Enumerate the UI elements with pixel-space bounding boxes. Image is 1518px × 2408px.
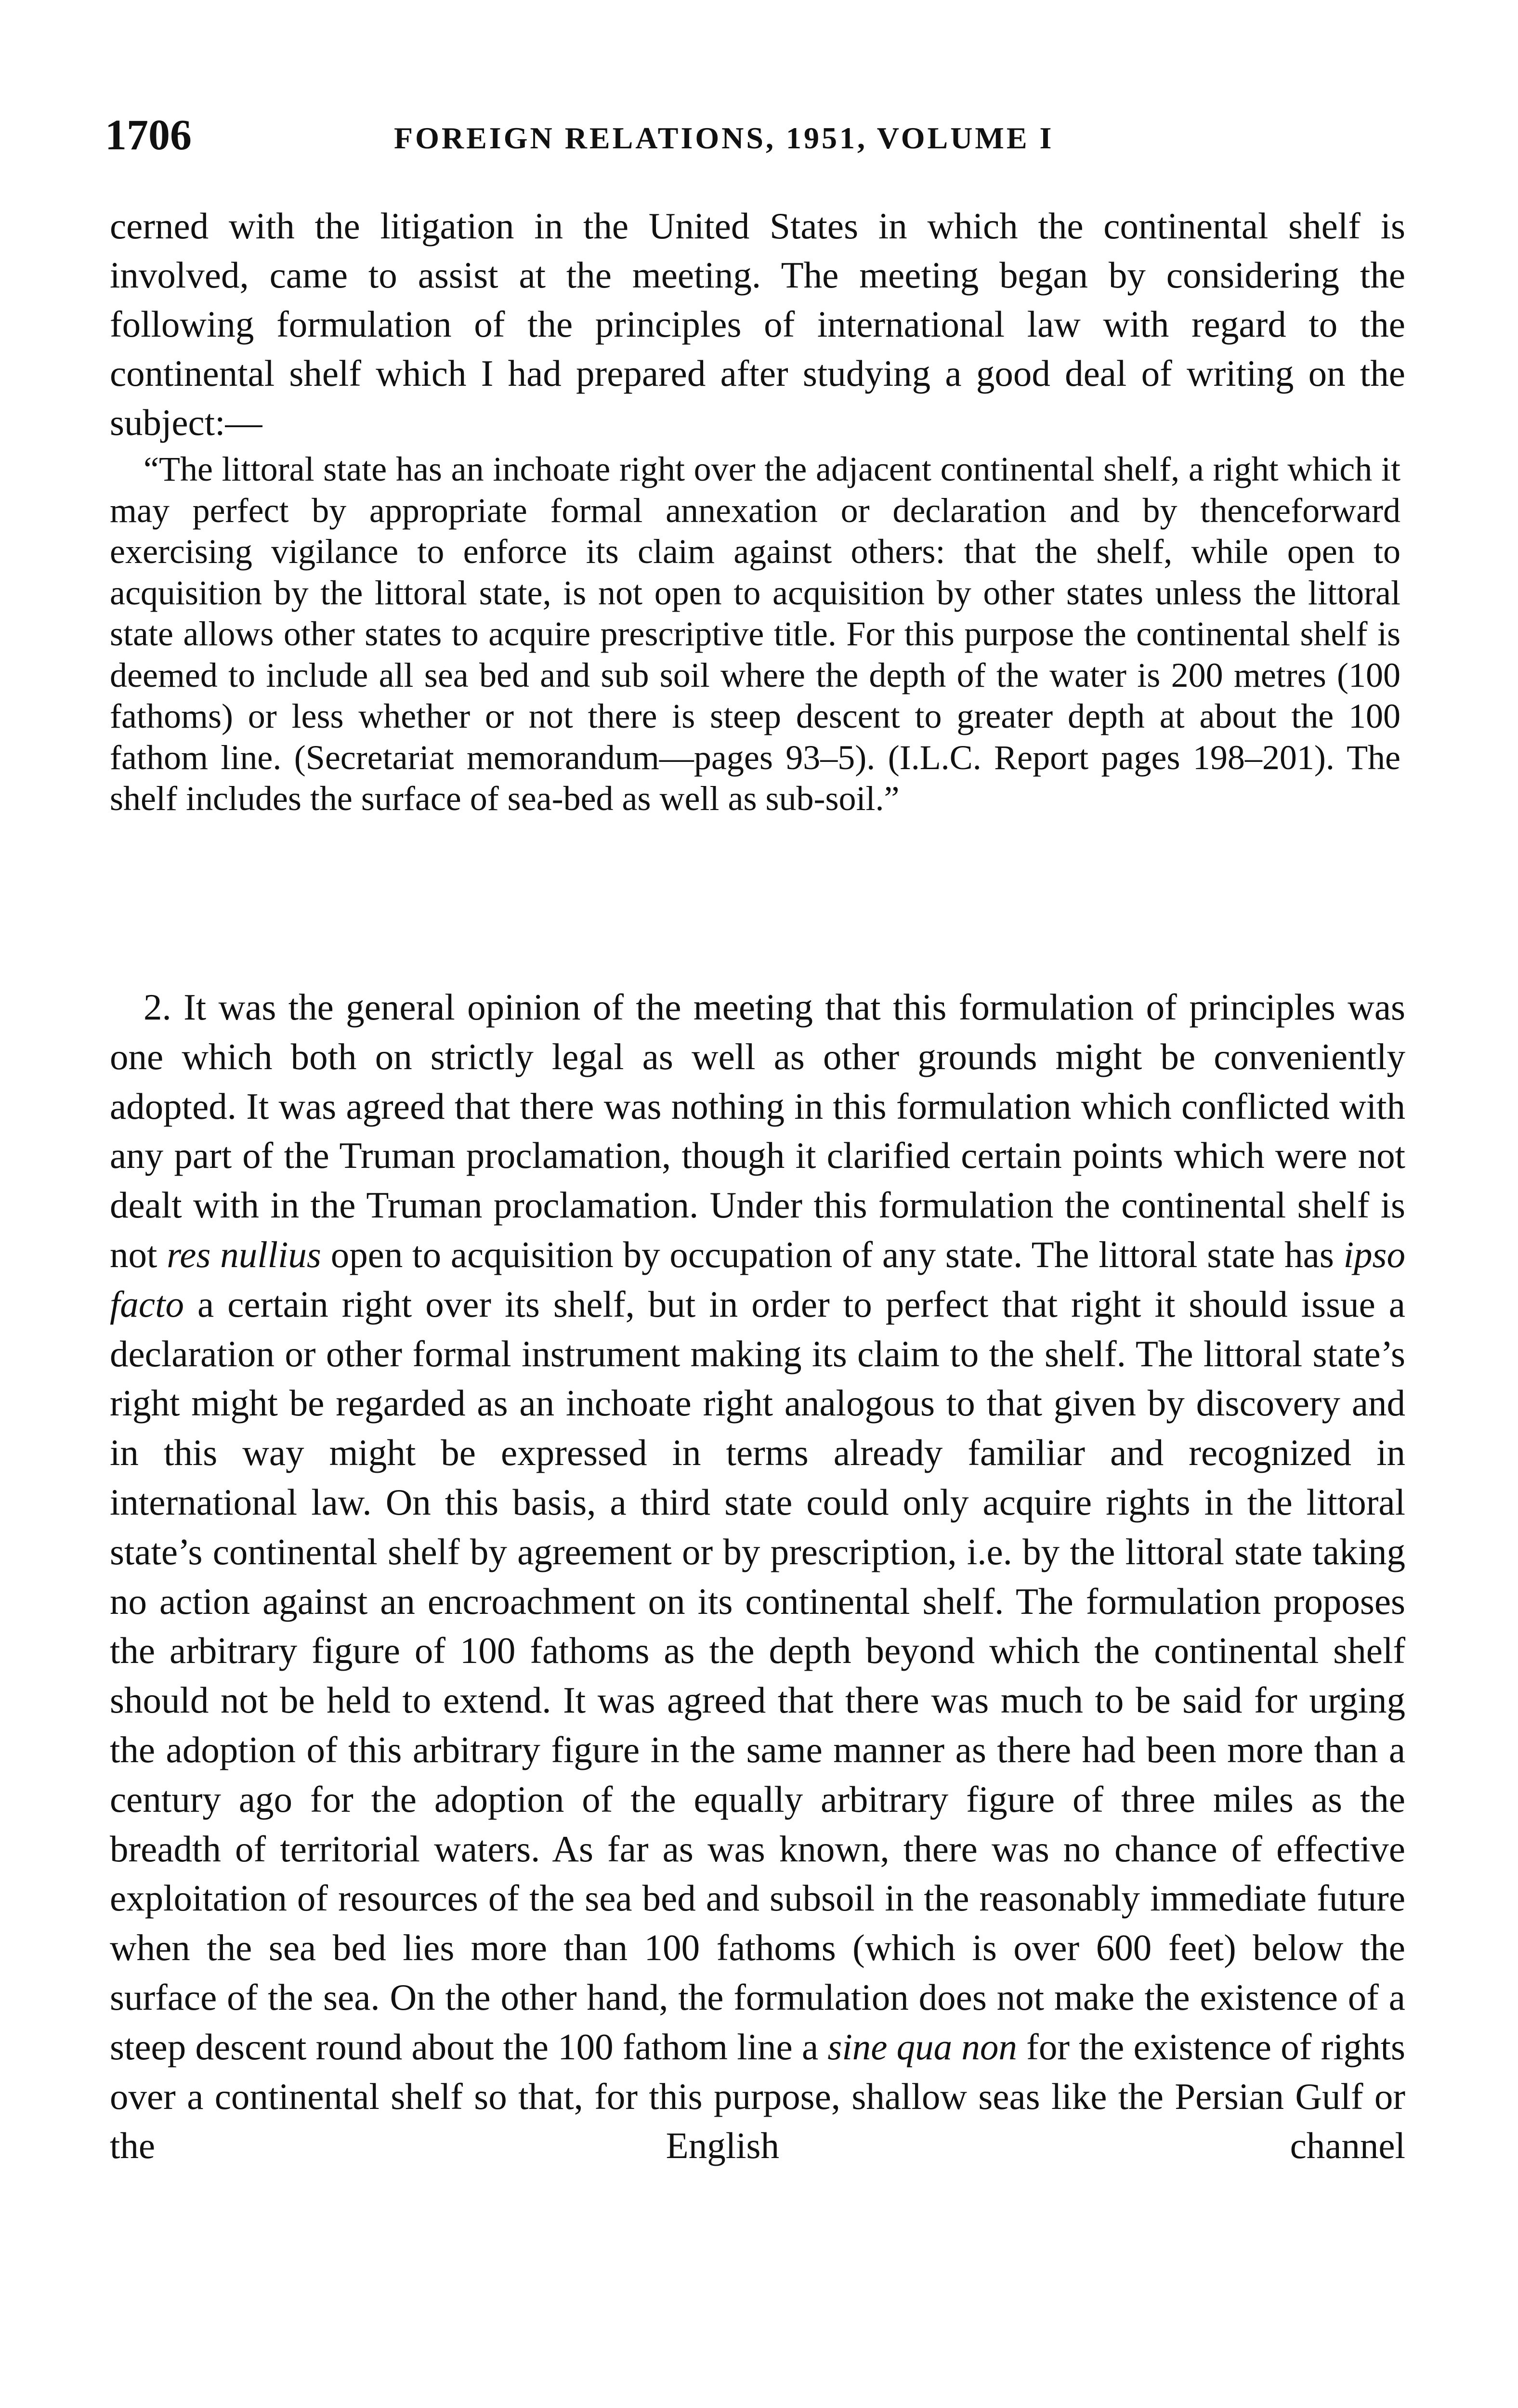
lead-paragraph — [110, 201, 1405, 447]
italic-term-ipso-facto: ipso facto — [110, 1233, 1405, 1325]
italic-term-sine-qua-non: sine qua non — [827, 2026, 1017, 2068]
paragraph-2-text-3: a certain right over its shelf, but in order to perfect that right it should issue a declaration or other formal instrument making its claim to the shelf. The littoral state’s right might be regarded as an inchoate right analogous to that given by discovery and in this way might be expressed in terms already familiar and recognized in international law. On this basis, a third state could only acquire rights in the littoral state’s continental shelf by agreement or by prescription, i.e. by the littoral state taking no action against an encroachment on its continental shelf. The formulation proposes the arbitrary figure of 100 fathoms as the depth beyond which the continental shelf should not be held to extend. It was agreed that there was much to be said for urging the adoption of this arbitrary figure in the same manner as there had been more than a century ago for the adoption of the equally arbitrary figure of three miles as the breadth of territorial waters. As far as was known, there was no chance of effective exploitation of resources of the sea bed and subsoil in the reasonably immediate future when the sea bed lies more than 100 fathoms (which is over 600 feet) below the surface of the sea. On the other hand, the formulation does not make the existence of a steep descent round about the 100 fathom line a — [110, 1283, 1405, 2068]
page-number: 1706 — [105, 111, 192, 159]
block-quotation — [110, 449, 1400, 820]
quotation-text: “The littoral state has an inchoate right over the adjacent continental shelf, a right which it may perfect by appropriate formal annexation or declaration and by thenceforward exercising vigilance to enforce its claim against others: that the shelf, while open to acquisition by the littoral state, is not open to acquisition by other states unless the littoral state allows other states to acquire prescriptive title. For this purpose the continental shelf is deemed to include all sea bed and sub soil where the depth of the water is 200 metres (100 fathoms) or less whether or not there is steep descent to greater depth at about the 100 fathom line. (Secretariat memorandum—pages 93–5). (I.L.C. Report pages 198–201). The shelf includes the surface of sea-bed as well as sub-soil.” — [110, 450, 1400, 818]
lead-paragraph-text: cerned with the litigation in the United States in which the continental shelf is involved, came to assist at the meeting. The meeting began by considering the following formulation of the principles of international law with regard to the continental shelf which I had prepared after studying a good deal of writing on the subject:— — [110, 205, 1405, 443]
paragraph-2 — [110, 982, 1405, 2171]
paragraph-2-text-2: open to acquisition by occupation of any state. The littoral state has — [321, 1233, 1344, 1275]
italic-term-res-nullius: res nullius — [167, 1233, 321, 1275]
running-head — [105, 109, 1405, 167]
paragraph-2-text-1: 2. It was the general opinion of the meeting that this formulation of principles was one which both on strictly legal as well as other grounds might be conveniently adopted. It was agreed that there was nothing in this formulation which conflicted with any part of the Truman proclamation, though it clarified certain points which were not dealt with in the Truman proclamation. Under this formulation the continental shelf is not — [110, 986, 1405, 1275]
paragraph-2-text-4: for the existence of rights over a continental shelf so that, for this purpose, shallow seas like the Persian Gulf or the English channel — [110, 2026, 1406, 2167]
running-title: FOREIGN RELATIONS, 1951, VOLUME I — [394, 121, 1054, 155]
